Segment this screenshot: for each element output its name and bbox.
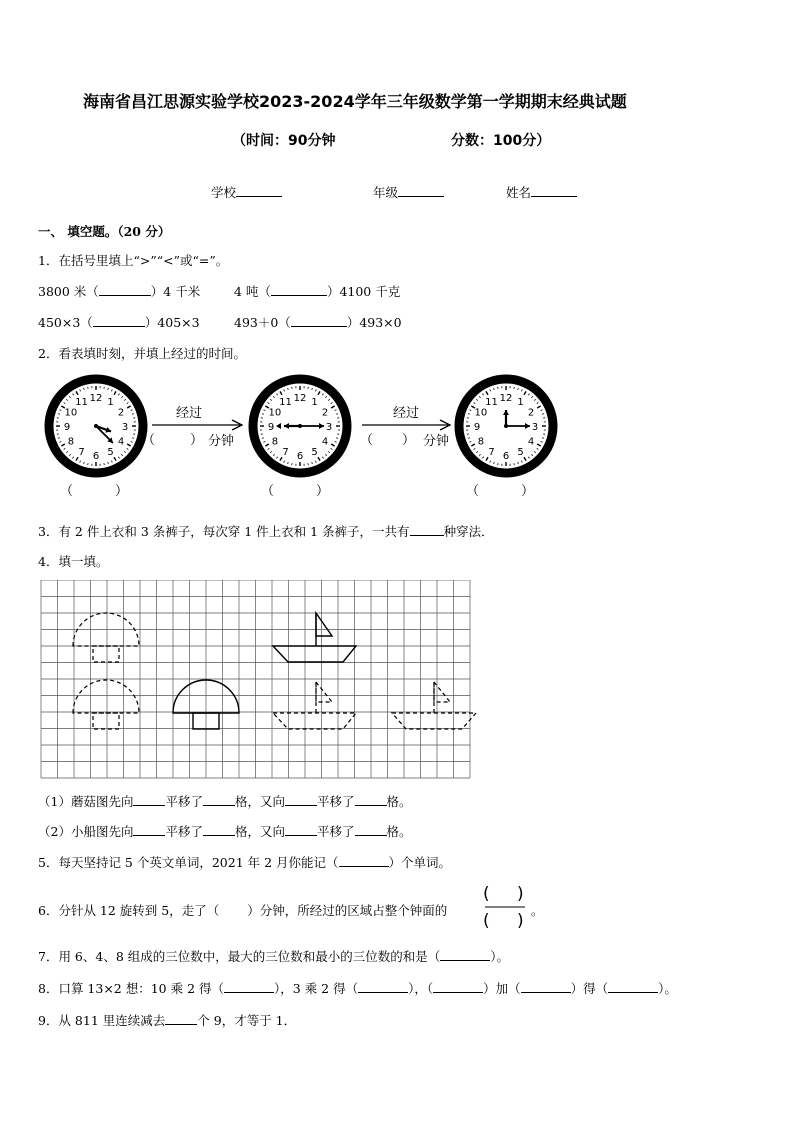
- q4p2-blank2[interactable]: [203, 822, 235, 836]
- svg-text:(: (: [483, 911, 490, 931]
- clock-number: 3: [121, 422, 129, 433]
- q1c-right: ）405×3: [144, 315, 200, 330]
- clock-2: [253, 379, 347, 473]
- translation-grid: [40, 580, 480, 780]
- clock-number: 12: [293, 393, 307, 404]
- page-title: 海南省昌江思源实验学校2023-2024学年三年级数学第一学期期末经典试题: [83, 92, 627, 111]
- q1b-left: 4 吨（: [234, 284, 271, 299]
- q4p1-blank3[interactable]: [285, 792, 317, 806]
- q1-row2: [38, 313, 200, 331]
- q9-before: 9．从 811 里连续减去: [38, 1013, 166, 1028]
- clock-number: 3: [325, 422, 333, 433]
- q6-text: [38, 901, 447, 919]
- q1b-right: ）4100 千克: [326, 284, 401, 299]
- q7-after: ）。: [490, 949, 510, 964]
- clock-number: 8: [67, 436, 75, 448]
- clock-number: 5: [517, 447, 524, 459]
- clock-number: 2: [527, 407, 535, 419]
- clock-number: 4: [321, 436, 329, 448]
- q1d-blank[interactable]: [291, 313, 347, 327]
- q1d-right: ）493×0: [346, 315, 402, 330]
- name-label: 姓名: [506, 185, 532, 200]
- clock-number: 12: [499, 393, 513, 404]
- clock2-answer-open: （: [261, 484, 275, 499]
- mushroom-step1: [73, 680, 139, 729]
- school-blank[interactable]: [236, 183, 282, 197]
- clock-number: 8: [477, 436, 485, 448]
- q1a-left: 3800 米（: [38, 284, 99, 299]
- q4-text: 4．填一填。: [38, 554, 109, 569]
- clock3-answer-open: （: [466, 484, 480, 499]
- arrow2-label: 经过: [393, 406, 420, 421]
- q5-blank[interactable]: [339, 853, 389, 867]
- q6-after: 。: [531, 903, 544, 918]
- grade-blank[interactable]: [398, 183, 444, 197]
- clock-number: 3: [531, 422, 539, 433]
- q7-before: 7．用 6、4、8 组成的三位数中，最大的三位数和最小的三位数的和是（: [38, 949, 441, 964]
- clock-number: 2: [117, 407, 125, 419]
- q4p2-e: 格。: [386, 824, 412, 839]
- q8-p3: ），（: [408, 981, 434, 996]
- clock-number: 6: [92, 451, 100, 462]
- q1-row2b: [234, 313, 402, 331]
- clock-number: 6: [502, 451, 510, 462]
- clock1-answer-close: ）: [115, 484, 129, 499]
- arrow2-minutes: 分钟: [423, 434, 450, 449]
- q8-blank4[interactable]: [521, 979, 571, 993]
- boat-original: [273, 613, 356, 662]
- clock-number: 11: [485, 396, 498, 408]
- clock-number: 9: [63, 422, 71, 433]
- clocks-figure: [30, 370, 590, 505]
- q1c-blank[interactable]: [93, 313, 145, 327]
- q8-p4: ）加（: [483, 981, 521, 996]
- q4p2-b: 平移了: [165, 824, 203, 839]
- q8-blank1[interactable]: [224, 979, 274, 993]
- clock-3: [459, 379, 553, 473]
- arrow1-minutes: 分钟: [208, 434, 235, 449]
- clock-number: 11: [75, 396, 88, 408]
- q4p1-e: 格。: [386, 794, 412, 809]
- clock-number: 4: [117, 436, 125, 448]
- clock-number: 2: [321, 407, 329, 419]
- q9-after: 个 9，才等于 1．: [197, 1013, 297, 1028]
- clock-number: 6: [296, 451, 304, 462]
- arrow1-label: 经过: [176, 406, 203, 421]
- clock-number: 4: [527, 436, 535, 448]
- q4p2-blank3[interactable]: [285, 822, 317, 836]
- q1c-left: 450×3（: [38, 315, 93, 330]
- school-field: [211, 183, 282, 201]
- q3-text: [38, 522, 494, 540]
- clock-number: 11: [279, 396, 292, 408]
- exam-score: 分数：100分）: [451, 133, 551, 149]
- q4p2-d: 平移了: [317, 824, 355, 839]
- svg-text:): ): [517, 884, 524, 904]
- section-heading: 一、 填空题。（20 分）: [38, 224, 171, 239]
- svg-text:): ): [517, 911, 524, 931]
- clock2-answer-close: ）: [316, 484, 330, 499]
- q4p1-b: 平移了: [165, 794, 203, 809]
- grade-label: 年级: [373, 185, 399, 200]
- school-label: 学校: [211, 185, 237, 200]
- q1a-right: ）4 千米: [150, 284, 201, 299]
- q6-middle: ）分钟，所经过的区域占整个钟面的: [247, 903, 448, 918]
- q4p1-blank1[interactable]: [133, 792, 165, 806]
- q1b-blank[interactable]: [271, 282, 327, 296]
- q3-blank[interactable]: [410, 522, 444, 536]
- arrow2-paren-close: ）: [402, 433, 416, 448]
- q1-text: 1．在括号里填上“>”“<”或“=”。: [38, 253, 229, 268]
- svg-text:(: (: [483, 884, 490, 904]
- boat-step1: [273, 682, 356, 729]
- arrow1-paren-open: （: [142, 433, 156, 448]
- arrow1-paren-close: ）: [190, 433, 204, 448]
- arrow-2: [362, 420, 450, 430]
- clock-number: 12: [89, 393, 103, 404]
- q7-text: [38, 947, 509, 965]
- q8-p2: ），3 乘 2 得（: [274, 981, 359, 996]
- q5-text: [38, 853, 451, 871]
- q9-blank[interactable]: [165, 1011, 197, 1025]
- clock-number: 5: [311, 447, 318, 459]
- q4p1-blank4[interactable]: [355, 792, 387, 806]
- boat-final: [392, 682, 476, 729]
- clock-number: 1: [517, 396, 524, 408]
- q4-part1: [38, 792, 412, 810]
- q8-p5: ）得（: [570, 981, 609, 996]
- clock-number: 10: [64, 407, 78, 419]
- q4p2-a: （2）小船图先向: [38, 824, 134, 839]
- q4p1-blank2[interactable]: [203, 792, 235, 806]
- q8-text: [38, 979, 677, 997]
- q8-p6: ）。: [658, 981, 677, 996]
- q7-blank[interactable]: [440, 947, 490, 961]
- q1d-left: 493＋0（: [234, 315, 291, 330]
- q6-fraction[interactable]: [481, 882, 531, 932]
- clock-number: 7: [488, 447, 495, 459]
- mushroom-original: [73, 613, 139, 662]
- clock-number: 10: [474, 407, 488, 419]
- clock-number: 9: [267, 422, 275, 433]
- q8-blank5[interactable]: [608, 979, 658, 993]
- clock-number: 7: [282, 447, 289, 459]
- q4p2-blank4[interactable]: [355, 822, 387, 836]
- clock-number: 1: [311, 396, 318, 408]
- clock-number: 9: [473, 422, 481, 433]
- name-blank[interactable]: [531, 183, 577, 197]
- clock-number: 1: [107, 396, 114, 408]
- q1a-blank[interactable]: [99, 282, 151, 296]
- clock3-answer-close: ）: [521, 484, 535, 499]
- clock-1: [49, 379, 143, 473]
- q4-part2: [38, 822, 412, 840]
- q1-row1b: [234, 282, 400, 300]
- q5-after: ）个单词。: [388, 855, 452, 870]
- q1-row1: [38, 282, 200, 300]
- clock-number: 8: [271, 436, 279, 448]
- clock-number: 7: [78, 447, 85, 459]
- q6-before: 6．分针从 12 旋转到 5，走了（: [38, 903, 220, 918]
- arrow2-paren-open: （: [360, 433, 374, 448]
- q8-blank3[interactable]: [433, 979, 483, 993]
- q4p2-c: 格，又向: [234, 824, 285, 839]
- q4p1-c: 格，又向: [234, 794, 285, 809]
- exam-time: （时间：90分钟: [232, 133, 336, 149]
- clock-number: 10: [268, 407, 282, 419]
- name-field: [506, 183, 577, 201]
- q3-before: 3．有 2 件上衣和 3 条裤子，每次穿 1 件上衣和 1 条裤子，一共有: [38, 524, 410, 539]
- q4p1-d: 平移了: [317, 794, 355, 809]
- q4p2-blank1[interactable]: [133, 822, 165, 836]
- q8-p1: 8．口算 13×2 想：10 乘 2 得（: [38, 981, 225, 996]
- q3-after: 种穿法．: [443, 524, 494, 539]
- q2-text: 2．看表填时刻，并填上经过的时间。: [38, 346, 246, 361]
- q8-blank2[interactable]: [358, 979, 408, 993]
- q5-before: 5．每天坚持记 5 个英文单词，2021 年 2 月你能记（: [38, 855, 339, 870]
- q9-text: [38, 1011, 296, 1029]
- q4p1-a: （1）蘑菇图先向: [38, 794, 134, 809]
- grade-field: [373, 183, 444, 201]
- arrow-1: [152, 420, 242, 430]
- clock-number: 5: [107, 447, 114, 459]
- clock1-answer-open: （: [60, 484, 74, 499]
